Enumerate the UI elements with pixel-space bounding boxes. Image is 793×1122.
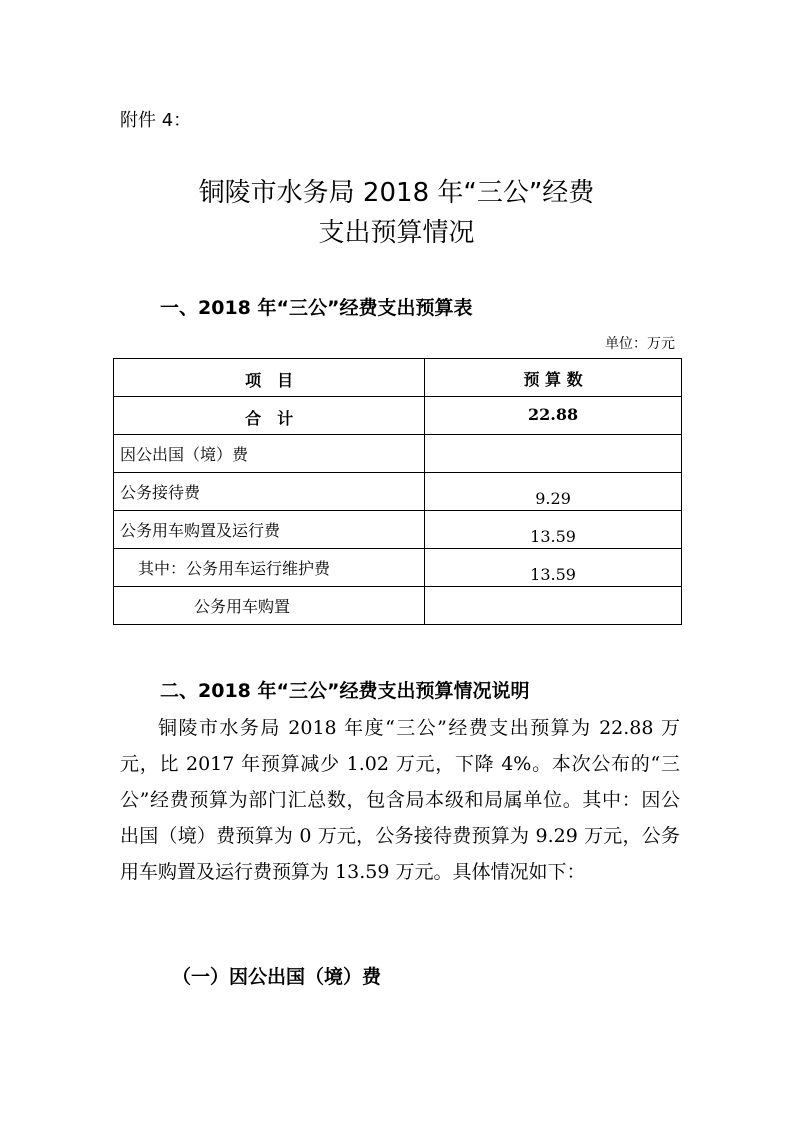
row-label: 公务接待费 xyxy=(114,473,425,511)
document-title-line1: 铜陵市水务局 2018 年“三公”经费 xyxy=(198,178,595,208)
unit-label: 单位：万元 xyxy=(605,336,675,352)
table-row xyxy=(114,473,682,511)
table-row xyxy=(114,549,682,587)
table-row xyxy=(114,511,682,549)
table-row-total xyxy=(114,397,682,435)
total-label: 合 计 xyxy=(114,397,425,435)
row-label: 因公出国（境）费 xyxy=(114,435,425,473)
attachment-label: 附件 4： xyxy=(120,110,192,131)
row-value xyxy=(425,587,682,625)
table-row xyxy=(114,587,682,625)
row-value: 13.59 xyxy=(425,511,682,549)
total-value: 22.88 xyxy=(425,397,682,435)
header-item: 项 目 xyxy=(114,359,425,397)
section1-heading: 一、2018 年“三公”经费支出预算表 xyxy=(160,297,473,319)
explanation-paragraph xyxy=(120,710,680,890)
table-header-row xyxy=(114,359,682,397)
row-label: 其中：公务用车运行维护费 xyxy=(114,549,425,587)
section2-heading: 二、2018 年“三公”经费支出预算情况说明 xyxy=(160,680,530,702)
header-budget: 预 算 数 xyxy=(425,359,682,397)
paragraph-text: 铜陵市水务局 2018 年度“三公”经费支出预算为 22.88 万元，比 2017 年预算减少 1.02 万元，下降 4%。本次公布的“三公”经费预算为部门汇总数，包含局本级和局属单位。其中：因公出国（境）费预算为 0 万元，公务接待费预算为 9.29 万元，公务用车购置及运行费预算为 13.59 万元。具体情况如下： xyxy=(120,717,680,883)
row-value xyxy=(425,435,682,473)
row-value: 9.29 xyxy=(425,473,682,511)
document-title-line2: 支出预算情况 xyxy=(318,218,475,248)
table-row xyxy=(114,435,682,473)
subsection-heading: （一）因公出国（境）费 xyxy=(172,966,382,988)
row-label: 公务用车购置及运行费 xyxy=(114,511,425,549)
row-value: 13.59 xyxy=(425,549,682,587)
row-label: 公务用车购置 xyxy=(114,587,425,625)
budget-table xyxy=(113,358,682,625)
